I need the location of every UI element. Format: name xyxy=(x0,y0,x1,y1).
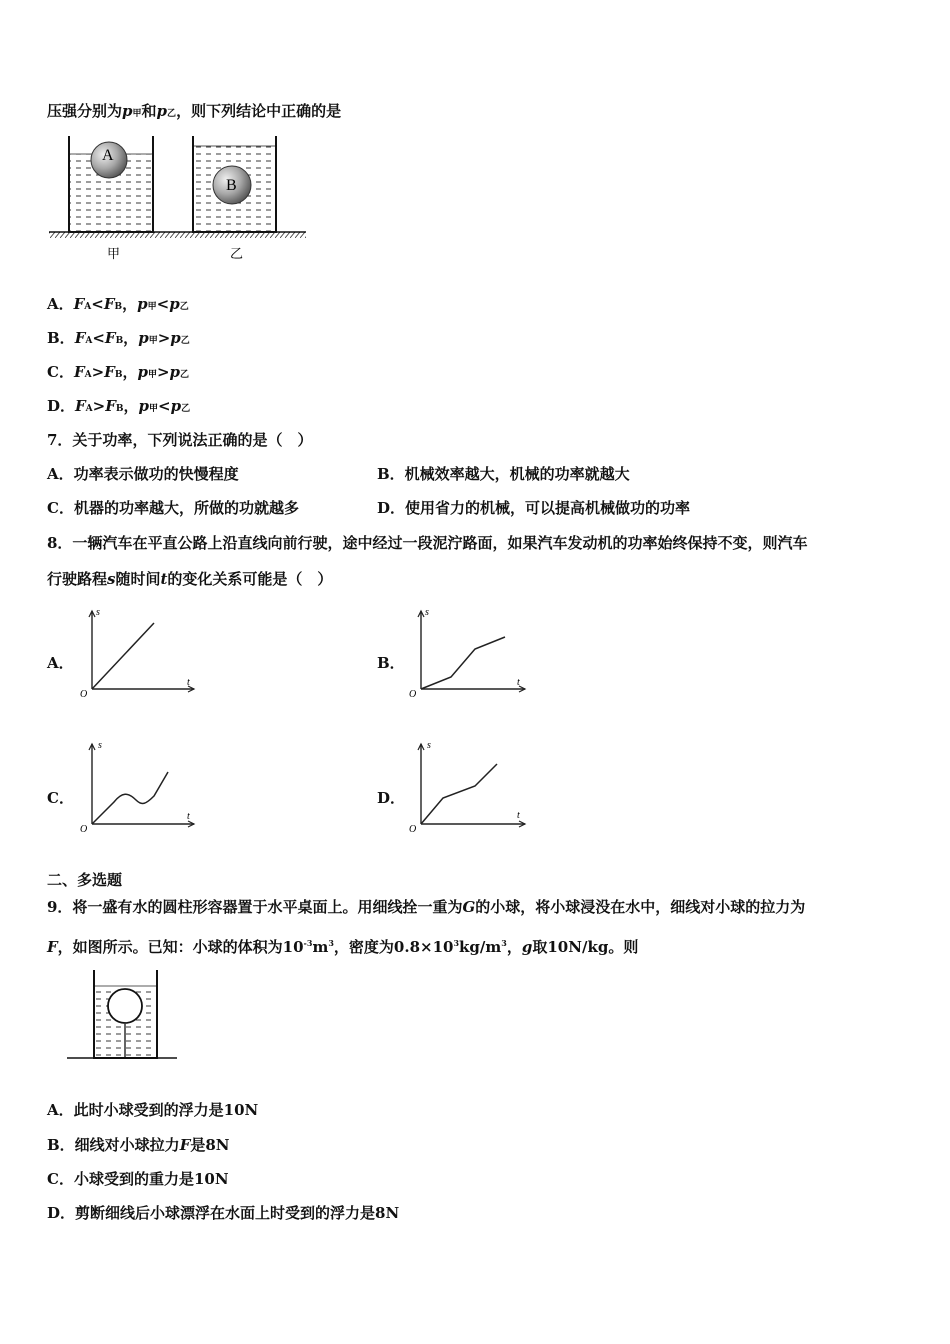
q8-option-d-label: D． xyxy=(377,789,406,807)
q8-stem-line1: 8．一辆汽车在平直公路上沿直线向前行驶，途中经过一段泥泞路面，如果汽车发动机的功率始终保持不变，则汽车 xyxy=(47,534,808,552)
ball xyxy=(108,989,142,1023)
graph-a xyxy=(74,601,202,701)
intro-text: 压强分别为p甲和p乙，则下列结论中正确的是 xyxy=(47,102,342,120)
q8-option-c-label: C． xyxy=(47,789,74,807)
graph-b-curve xyxy=(421,637,505,689)
q6-option-d: D．FA>FB，p甲<p乙 xyxy=(47,397,191,415)
container-jia-label: 甲 xyxy=(107,246,121,261)
q8-option-b-label: B． xyxy=(377,654,405,672)
ball-a-label: A xyxy=(102,147,114,164)
graph-a-origin: O xyxy=(80,689,88,700)
graph-c-curve xyxy=(92,772,168,824)
q9-option-b: B．细线对小球拉力F是8N xyxy=(47,1136,230,1154)
graph-c-origin: O xyxy=(80,824,88,835)
graph-d-curve xyxy=(421,764,497,824)
graph-a-curve xyxy=(92,623,154,689)
q9-option-a: A．此时小球受到的浮力是10N xyxy=(47,1101,259,1119)
q7-stem: 7．关于功率，下列说法正确的是（ ） xyxy=(47,431,313,449)
q9-stem-line1: 9．将一盛有水的圆柱形容器置于水平桌面上。用细线拴一重为G的小球，将小球浸没在水中，细线对小球的拉力为 xyxy=(47,898,806,916)
graph-d-axis-s: s xyxy=(427,740,431,751)
graph-c-axis-s: s xyxy=(98,740,102,751)
graph-d xyxy=(403,736,531,836)
section-title-multiple-choice: 二、多选题 xyxy=(47,871,123,889)
q7-option-b: B．机械效率越大，机械的功率就越大 xyxy=(377,465,630,483)
q9-stem-line2: F，如图所示。已知：小球的体积为$10^{-3}m^3$，密度为$0.8\times 10^3kg/m^3$，g取10N/kg。则 xyxy=(47,938,639,956)
graph-d-origin: O xyxy=(409,824,417,835)
ball-b-label: B xyxy=(226,177,237,194)
graph-b xyxy=(403,601,531,701)
graph-a-axis-t: t xyxy=(187,677,190,688)
container-yi-label: 乙 xyxy=(230,246,244,261)
graph-a-axis-s: s xyxy=(96,607,100,618)
graph-b-axis-s: s xyxy=(425,607,429,618)
q6-option-c: C．FA>FB，p甲>p乙 xyxy=(47,363,190,381)
graph-c xyxy=(74,736,202,836)
q7-option-c: C．机器的功率越大，所做的功就越多 xyxy=(47,499,299,517)
graph-c-axis-t: t xyxy=(187,811,190,822)
figure-ball-in-water xyxy=(65,968,185,1068)
q6-option-a: A．FA<FB，p甲<p乙 xyxy=(47,295,189,313)
q9-option-d: D．剪断细线后小球漂浮在水面上时受到的浮力是8N xyxy=(47,1204,400,1222)
graph-b-axis-t: t xyxy=(517,677,520,688)
graph-b-origin: O xyxy=(409,689,417,700)
figure-containers xyxy=(45,130,310,265)
q8-stem-line2: 行驶路程s随时间t的变化关系可能是（ ） xyxy=(47,570,333,588)
q7-option-d: D．使用省力的机械，可以提高机械做功的功率 xyxy=(377,499,691,517)
q9-option-c: C．小球受到的重力是10N xyxy=(47,1170,229,1188)
q8-option-a-label: A． xyxy=(47,654,74,672)
q7-option-a: A．功率表示做功的快慢程度 xyxy=(47,465,239,483)
graph-d-axis-t: t xyxy=(517,810,520,821)
q6-option-b: B．FA<FB，p甲>p乙 xyxy=(47,329,190,347)
